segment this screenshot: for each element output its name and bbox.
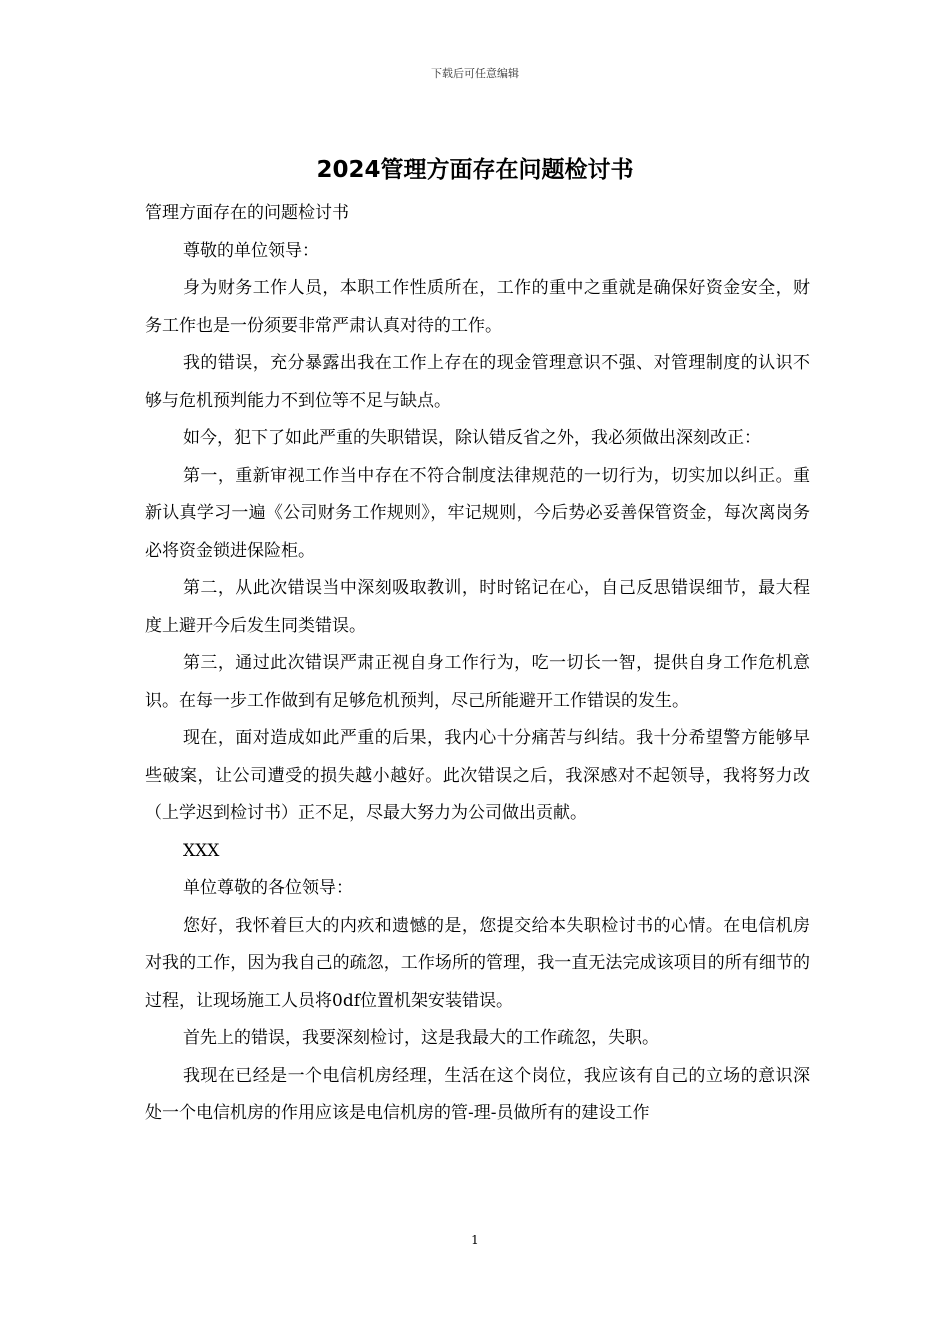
body-paragraph: 我的错误，充分暴露出我在工作上存在的现金管理意识不强、对管理制度的认识不够与危机预判能力不到位等不足与缺点。	[145, 353, 810, 411]
signature-paragraph: XXX	[183, 840, 220, 861]
body-paragraph: 我现在已经是一个电信机房经理，生活在这个岗位，我应该有自己的立场的意识深处一个电信机房的作用应该是电信机房的管-理-员做所有的建设工作	[145, 1065, 810, 1123]
page-header: 下载后可任意编辑	[431, 67, 519, 80]
body-paragraph: 如今，犯下了如此严重的失职错误，除认错反省之外，我必须做出深刻改正：	[183, 428, 761, 448]
body-paragraph: 您好，我怀着巨大的内疚和遗憾的是，您提交给本失职检讨书的心情。在电信机房对我的工作，因为我自己的疏忽，工作场所的管理，我一直无法完成该项目的所有细节的过程，让现场施工人员将0df位置机架安装错误。	[145, 915, 810, 1011]
body-paragraph: 第一，重新审视工作当中存在不符合制度法律规范的一切行为，切实加以纠正。重新认真学习一遍《公司财务工作规则》，牢记规则，今后势必妥善保管资金，每次离岗务必将资金锁进保险柜。	[145, 465, 810, 561]
document-body	[145, 195, 810, 1133]
page-number: 1	[471, 1233, 479, 1247]
body-paragraph: 身为财务工作人员，本职工作性质所在，工作的重中之重就是确保好资金安全，财务工作也是一份须要非常严肃认真对待的工作。	[145, 278, 810, 336]
subtitle-paragraph: 管理方面存在的问题检讨书	[145, 203, 349, 223]
body-paragraph: 第三，通过此次错误严肃正视自身工作行为，吃一切长一智，提供自身工作危机意识。在每一步工作做到有足够危机预判，尽己所能避开工作错误的发生。	[145, 653, 810, 711]
salutation-paragraph: 单位尊敬的各位领导：	[183, 878, 353, 898]
body-paragraph: 第二，从此次错误当中深刻吸取教训，时时铭记在心，自己反思错误细节，最大程度上避开今后发生同类错误。	[145, 578, 810, 636]
body-paragraph: 现在，面对造成如此严重的后果，我内心十分痛苦与纠结。我十分希望警方能够早些破案，让公司遭受的损失越小越好。此次错误之后，我深感对不起领导，我将努力改（上学迟到检讨书）正不足，尽最大努力为公司做出贡献。	[145, 728, 810, 823]
document-title: 2024管理方面存在问题检讨书	[316, 157, 634, 183]
body-paragraph: 首先上的错误，我要深刻检讨，这是我最大的工作疏忽，失职。	[183, 1028, 659, 1048]
salutation-paragraph: 尊敬的单位领导：	[183, 240, 319, 261]
